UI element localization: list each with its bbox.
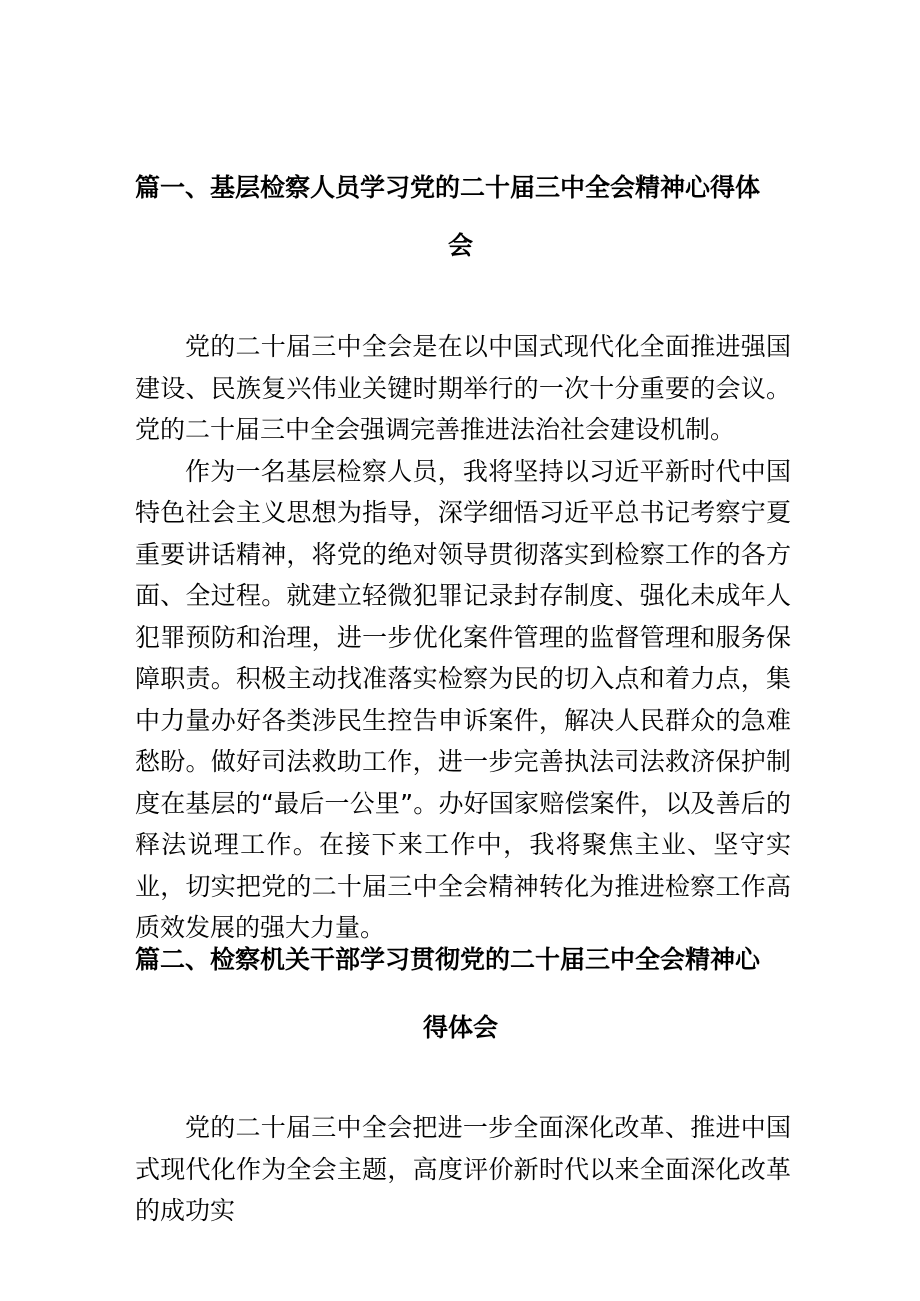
section1-body xyxy=(135,326,791,949)
section1-paragraph-1: 党的二十届三中全会是在以中国式现代化全面推进强国建设、民族复兴伟业关键时期举行的一次十分重要的会议。党的二十届三中全会强调完善推进法治社会建设机制。 xyxy=(135,332,791,444)
section2-body xyxy=(135,1107,791,1232)
section1-title-line2: 会 xyxy=(448,231,474,260)
section1-title-line1: 篇一、基层检察人员学习党的二十届三中全会精神心得体 xyxy=(135,173,761,202)
section2-title-line2: 得体会 xyxy=(423,1013,499,1042)
section2-paragraph-1: 党的二十届三中全会把进一步全面深化改革、推进中国式现代化作为全会主题，高度评价新时代以来全面深化改革的成功实 xyxy=(135,1113,791,1225)
section2-title-line1: 篇二、检察机关干部学习贯彻党的二十届三中全会精神心 xyxy=(135,945,761,974)
section1-paragraph-2: 作为一名基层检察人员，我将坚持以习近平新时代中国特色社会主义思想为指导，深学细悟习近平总书记考察宁夏重要讲话精神，将党的绝对领导贯彻落实到检察工作的各方面、全过程。就建立轻微犯罪记录封存制度、强化未成年人犯罪预防和治理，进一步优化案件管理的监督管理和服务保障职责。积极主动找准落实检察为民的切入点和着力点，集中力量办好各类涉民生控告申诉案件，解决人民群众的急难愁盼。做好司法救助工作，进一步完善执法司法救济保护制度在基层的“最后一公里”。办好国家赔偿案件，以及善后的释法说理工作。在接下来工作中，我将聚焦主业、坚守实业，切实把党的二十届三中全会精神转化为推进检察工作高质效发展的强大力量。 xyxy=(135,456,791,942)
